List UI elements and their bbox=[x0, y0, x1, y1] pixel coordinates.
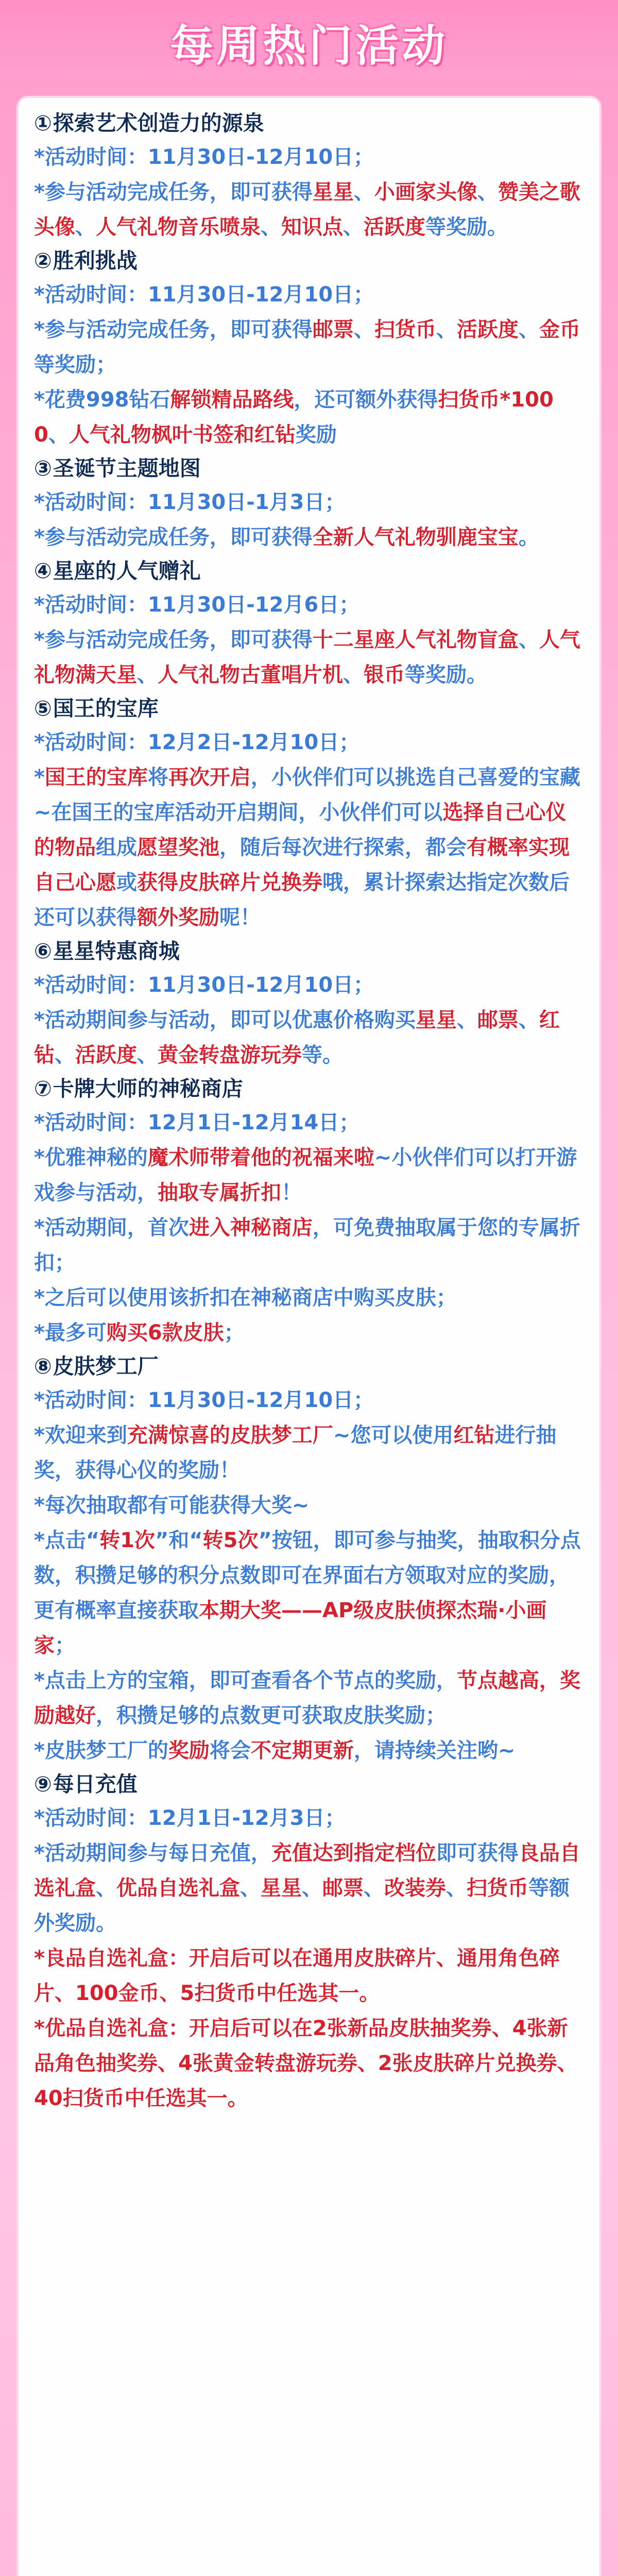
highlight-text: *优品自选礼盒：开启后可以在2张新品皮肤抽奖券、4张新品角色抽奖券、4张黄金转盘游玩券、2张皮肤碎片兑换券、40扫货币中任选其一。 bbox=[34, 2016, 578, 2110]
activity-detail-line bbox=[34, 520, 584, 555]
highlight-text: 活跃度 bbox=[75, 1043, 137, 1067]
detail-text: 、 bbox=[55, 1043, 75, 1067]
activity-detail-line bbox=[34, 1663, 584, 1733]
highlight-text: 额外奖励 bbox=[137, 906, 219, 929]
activity-list-card bbox=[19, 98, 599, 2576]
activity-detail-line bbox=[34, 1836, 584, 1941]
activity-title: 卡牌大师的神秘商店 bbox=[53, 1076, 243, 1101]
activity-detail-line bbox=[34, 725, 584, 760]
detail-text: 、 bbox=[456, 1008, 477, 1032]
activity-section bbox=[34, 1768, 584, 2116]
activity-title: 星星特惠商城 bbox=[53, 939, 180, 963]
activity-detail-line bbox=[34, 1383, 584, 1418]
highlight-text: 节点越高，奖励越好 bbox=[34, 1669, 580, 1727]
detail-text: *点击上方的宝箱，即可查看各个节点的奖励， bbox=[34, 1669, 457, 1692]
highlight-text: 十二星座人气礼物盲盒 bbox=[312, 628, 519, 652]
activity-title: 胜利挑战 bbox=[53, 248, 138, 273]
detail-text: 、 bbox=[343, 663, 364, 687]
highlight-text: 良品自选礼盒 bbox=[34, 1841, 580, 1900]
detail-text: 呢！ bbox=[219, 906, 261, 929]
activity-detail-line bbox=[34, 1733, 584, 1768]
highlight-text: 抽取专属折扣 bbox=[158, 1181, 281, 1205]
activity-section bbox=[34, 107, 584, 245]
detail-text: *欢迎来到 bbox=[34, 1423, 127, 1447]
detail-text: 即可获得 bbox=[436, 1841, 519, 1865]
activity-number: ⑧ bbox=[34, 1354, 52, 1379]
highlight-text: 国王的宝库 bbox=[44, 766, 148, 789]
detail-text: 。 bbox=[518, 526, 539, 549]
activity-detail-line bbox=[34, 968, 584, 1003]
detail-text: *活动时间：11月30日-12月10日； bbox=[34, 1388, 374, 1412]
detail-text: 、 bbox=[75, 215, 96, 239]
activity-detail-line bbox=[34, 1941, 584, 2011]
activity-title: 国王的宝库 bbox=[53, 696, 159, 721]
detail-text: 、 bbox=[446, 1876, 467, 1900]
highlight-text: 奖励 bbox=[168, 1739, 210, 1762]
detail-text: *活动期间参与活动，即可以优惠价格购买 bbox=[34, 1008, 416, 1032]
detail-text: 奖励 bbox=[295, 423, 337, 447]
detail-text: 、 bbox=[518, 628, 539, 652]
activity-section bbox=[34, 452, 584, 555]
detail-text: 等额外奖励。 bbox=[34, 1876, 570, 1935]
detail-text: *活动时间：11月30日-1月3日； bbox=[34, 490, 346, 514]
detail-text: 、 bbox=[96, 1876, 116, 1900]
page-title: 每周热门活动 bbox=[169, 21, 448, 71]
detail-text: 、 bbox=[261, 215, 281, 239]
activity-title: 每日充值 bbox=[53, 1772, 138, 1797]
activity-heading bbox=[34, 107, 584, 140]
highlight-text: 人气礼物满天星 bbox=[34, 628, 580, 687]
detail-text: *活动时间：12月1日-12月3日； bbox=[34, 1806, 346, 1830]
activity-heading bbox=[34, 935, 584, 968]
detail-text: 等奖励。 bbox=[405, 663, 487, 687]
activity-detail-line bbox=[34, 1488, 584, 1523]
activity-detail-line bbox=[34, 312, 584, 382]
highlight-text: 知识点 bbox=[281, 215, 343, 239]
activity-section bbox=[34, 1073, 584, 1350]
detail-text: 、 bbox=[240, 1876, 261, 1900]
detail-text: ，可免费抽取属于您的专属折扣； bbox=[34, 1216, 580, 1275]
highlight-text: 扫货币 bbox=[374, 318, 436, 342]
highlight-text: 人气礼物古董唱片机 bbox=[158, 663, 343, 687]
activity-detail-line bbox=[34, 1523, 584, 1663]
activity-number: ① bbox=[34, 111, 52, 135]
highlight-text: 扫货币 bbox=[467, 1876, 528, 1900]
highlight-text: 愿望奖池 bbox=[137, 836, 219, 859]
detail-text: ，还可额外获得 bbox=[294, 388, 438, 412]
detail-text: 、 bbox=[436, 318, 457, 342]
highlight-text: 活跃度 bbox=[456, 318, 519, 342]
detail-text: ~小伙伴们可以打开游戏参与活动， bbox=[34, 1146, 577, 1205]
detail-text: *优雅神秘的 bbox=[34, 1146, 148, 1170]
highlight-text: 魔术师带着他的祝福来啦 bbox=[147, 1146, 374, 1170]
activity-number: ② bbox=[34, 248, 52, 273]
detail-text: ，小伙伴们可以挑选自己喜爱的宝藏~在国王的宝库活动开启期间，小伙伴们可以 bbox=[34, 766, 580, 824]
activity-section bbox=[34, 692, 584, 935]
highlight-text: 选择自己心仪的物品 bbox=[34, 801, 566, 859]
activity-detail-line bbox=[34, 277, 584, 312]
activity-heading bbox=[34, 555, 584, 587]
highlight-text: 扫货币*1000 bbox=[34, 388, 554, 447]
detail-text: *皮肤梦工厂的 bbox=[34, 1739, 168, 1762]
activity-detail-line bbox=[34, 1418, 584, 1488]
highlight-text: 活跃度 bbox=[364, 215, 425, 239]
activity-title: 圣诞节主题地图 bbox=[53, 456, 201, 481]
detail-text: 、 bbox=[364, 1876, 384, 1900]
activity-number: ⑥ bbox=[34, 939, 52, 963]
detail-text: *参与活动完成任务，即可获得 bbox=[34, 318, 313, 342]
activity-number: ④ bbox=[34, 558, 52, 583]
activity-section bbox=[34, 245, 584, 452]
highlight-text: 邮票 bbox=[322, 1876, 364, 1900]
activity-detail-line bbox=[34, 1105, 584, 1140]
detail-text: 等奖励； bbox=[34, 353, 116, 377]
detail-text: ”按钮，即可参与抽奖，抽取积分点数，积攒足够的积分点数即可在界面右方领取对应的奖励，更有概率直接获取 bbox=[34, 1529, 581, 1622]
detail-text: 、 bbox=[518, 318, 539, 342]
activity-heading bbox=[34, 1350, 584, 1383]
detail-text: 等。 bbox=[302, 1043, 343, 1067]
detail-text: 或 bbox=[116, 871, 137, 894]
activity-section bbox=[34, 555, 584, 692]
highlight-text: 星星 bbox=[312, 180, 354, 204]
highlight-text: 进入神秘商店 bbox=[188, 1216, 313, 1240]
detail-text: *参与活动完成任务，即可获得 bbox=[34, 526, 313, 549]
highlight-text: 红钻 bbox=[453, 1423, 495, 1447]
activity-detail-line bbox=[34, 1003, 584, 1073]
activity-number: ⑦ bbox=[34, 1076, 52, 1101]
detail-text: 哦，累计探索达指定次数后还可以获得 bbox=[34, 871, 570, 929]
highlight-text: 优品自选礼盒 bbox=[116, 1876, 240, 1900]
detail-text: *活动时间：11月30日-12月10日； bbox=[34, 145, 374, 169]
detail-text: 、 bbox=[137, 1043, 158, 1067]
activity-heading bbox=[34, 1768, 584, 1801]
activity-detail-line bbox=[34, 622, 584, 692]
detail-text: 、 bbox=[48, 423, 69, 447]
detail-text: ； bbox=[224, 1321, 245, 1345]
detail-text: 、 bbox=[353, 180, 374, 204]
activity-detail-line bbox=[34, 1280, 584, 1315]
highlight-text: 充满惊喜的皮肤梦工厂 bbox=[127, 1423, 333, 1447]
highlight-text: 不定期更新 bbox=[250, 1739, 354, 1762]
detail-text: *参与活动完成任务，即可获得 bbox=[34, 180, 313, 204]
detail-text: 、 bbox=[518, 1008, 539, 1032]
highlight-text: 全新人气礼物驯鹿宝宝 bbox=[312, 526, 519, 549]
activity-detail-line bbox=[34, 2011, 584, 2116]
activity-detail-line bbox=[34, 485, 584, 520]
highlight-text: 购买6款皮肤 bbox=[106, 1321, 224, 1345]
activity-detail-line bbox=[34, 1315, 584, 1350]
detail-text: 、 bbox=[343, 215, 364, 239]
highlight-text: 解锁精品路线 bbox=[170, 388, 294, 412]
activity-detail-line bbox=[34, 382, 584, 452]
detail-text: 、 bbox=[302, 1876, 322, 1900]
activity-section bbox=[34, 935, 584, 1073]
detail-text: 将会 bbox=[209, 1739, 251, 1762]
detail-text: *活动期间，首次 bbox=[34, 1216, 189, 1240]
detail-text: *花费998钻石 bbox=[34, 388, 170, 412]
detail-text: 组成 bbox=[96, 836, 137, 859]
detail-text: 、 bbox=[353, 318, 374, 342]
activity-heading bbox=[34, 1073, 584, 1105]
highlight-text: 黄金转盘游玩券 bbox=[158, 1043, 302, 1067]
highlight-text: 银币 bbox=[364, 663, 405, 687]
activity-detail-line bbox=[34, 1801, 584, 1836]
highlight-text: 人气礼物音乐喷泉 bbox=[96, 215, 261, 239]
detail-text: ，请持续关注哟~ bbox=[353, 1739, 516, 1762]
activity-title: 星座的人气赠礼 bbox=[53, 558, 201, 583]
detail-text: 进行抽奖，获得心仪的奖励！ bbox=[34, 1423, 557, 1482]
detail-text: *活动时间：11月30日-12月10日； bbox=[34, 283, 374, 307]
activity-detail-line bbox=[34, 140, 584, 175]
highlight-text: 充值达到指定档位 bbox=[271, 1841, 436, 1865]
detail-text: ！ bbox=[281, 1181, 302, 1205]
highlight-text: 金币 bbox=[539, 318, 580, 342]
detail-text: *活动时间：11月30日-12月10日； bbox=[34, 973, 374, 997]
detail-text: 等奖励。 bbox=[425, 215, 508, 239]
detail-text: ，随后每次进行探索，都会 bbox=[219, 836, 467, 859]
highlight-text: 有概率实现自己心愿 bbox=[34, 836, 570, 894]
activity-heading bbox=[34, 245, 584, 277]
highlight-text: 邮票 bbox=[477, 1008, 519, 1032]
highlight-text: 本期大奖——AP级皮肤侦探杰瑞·小画家 bbox=[34, 1599, 547, 1657]
activity-section bbox=[34, 1350, 584, 1768]
detail-text: ~您可以使用 bbox=[333, 1423, 454, 1447]
activity-detail-line bbox=[34, 1140, 584, 1210]
header-banner bbox=[0, 0, 618, 77]
highlight-text: 转5次 bbox=[202, 1529, 259, 1552]
activity-heading bbox=[34, 692, 584, 725]
detail-text: * bbox=[34, 766, 45, 789]
activity-detail-line bbox=[34, 587, 584, 622]
activity-detail-line bbox=[34, 175, 584, 245]
activity-heading bbox=[34, 452, 584, 485]
highlight-text: 邮票 bbox=[312, 318, 354, 342]
detail-text: ； bbox=[55, 1634, 75, 1657]
highlight-text: 星星 bbox=[261, 1876, 302, 1900]
detail-text: *活动时间：11月30日-12月6日； bbox=[34, 593, 360, 617]
activity-number: ⑤ bbox=[34, 696, 52, 721]
highlight-text: 转1次 bbox=[99, 1529, 156, 1552]
detail-text: *最多可 bbox=[34, 1321, 107, 1345]
activity-title: 探索艺术创造力的源泉 bbox=[53, 111, 264, 135]
highlight-text: 改装券 bbox=[384, 1876, 446, 1900]
highlight-text: 再次开启 bbox=[168, 766, 251, 789]
detail-text: 、 bbox=[137, 663, 158, 687]
highlight-text: 小画家头像 bbox=[374, 180, 477, 204]
activity-detail-line bbox=[34, 1210, 584, 1280]
activity-title: 皮肤梦工厂 bbox=[53, 1354, 159, 1379]
highlight-text: 赞美之歌头像 bbox=[34, 180, 580, 239]
highlight-text: 人气礼物枫叶书签和红钻 bbox=[68, 423, 296, 447]
detail-text: *每次抽取都有可能获得大奖~ bbox=[34, 1494, 310, 1517]
detail-text: *之后可以使用该折扣在神秘商店中购买皮肤； bbox=[34, 1286, 457, 1310]
detail-text: *点击“ bbox=[34, 1529, 100, 1552]
detail-text: ，积攒足够的点数更可获取皮肤奖励； bbox=[96, 1704, 446, 1727]
activity-number: ⑨ bbox=[34, 1772, 52, 1797]
highlight-text: *良品自选礼盒：开启后可以在通用皮肤碎片、通用角色碎片、100金币、5扫货币中任选其一。 bbox=[34, 1946, 560, 2005]
highlight-text: 星星 bbox=[415, 1008, 457, 1032]
detail-text: *活动时间：12月2日-12月10日； bbox=[34, 731, 360, 754]
activity-detail-line bbox=[34, 760, 584, 935]
detail-text: *参与活动完成任务，即可获得 bbox=[34, 628, 313, 652]
highlight-text: 获得皮肤碎片兑换券 bbox=[137, 871, 322, 894]
highlight-text: 红钻 bbox=[34, 1008, 560, 1067]
detail-text: *活动时间：12月1日-12月14日； bbox=[34, 1111, 360, 1134]
detail-text: *活动期间参与每日充值， bbox=[34, 1841, 271, 1865]
detail-text: 、 bbox=[477, 180, 498, 204]
activity-number: ③ bbox=[34, 456, 52, 481]
detail-text: 将 bbox=[147, 766, 168, 789]
detail-text: ”和“ bbox=[155, 1529, 203, 1552]
